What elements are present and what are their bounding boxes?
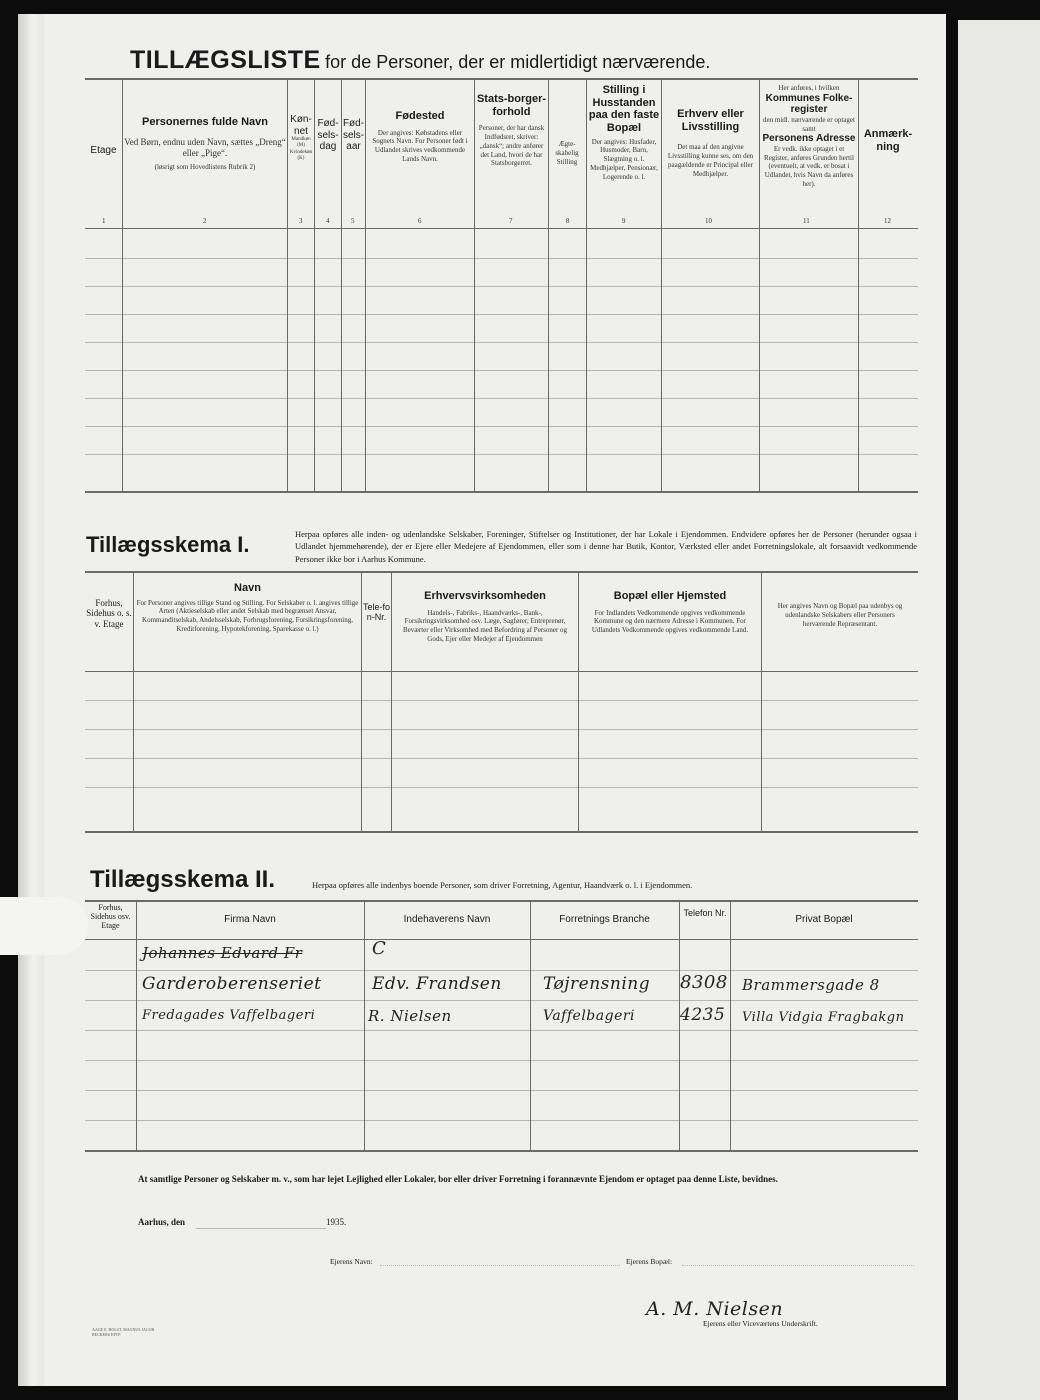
- skema2-col-telefon: Telefon Nr.: [683, 908, 727, 918]
- skema2-col-bopael: Privat Bopæl: [795, 914, 853, 925]
- page-binding: [18, 14, 44, 1386]
- skema1-col-telefon: Tele-fon-Nr.: [362, 602, 390, 623]
- row2-telefon: 8308: [680, 972, 728, 993]
- skema1-col-etage: Forhus, Sidehus o. s. v. Etage: [86, 598, 132, 629]
- owner-name-label: Ejerens Navn:: [330, 1257, 373, 1266]
- list-col-stilling: Stilling i Husstanden paa den faste Bopæl Der angives: Husfader, Husmoder, Barn, Slægtning o. l. Medhjælper, Pensionær, Logerende o. l.: [588, 84, 660, 181]
- signature-label: Ejerens eller Viceværtens Underskrift.: [703, 1319, 818, 1328]
- row2-bopael: Brammersgade 8: [742, 976, 880, 994]
- list-title-bold: TILLÆGSLISTE: [130, 46, 321, 74]
- row2-indehaver: Edv. Frandsen: [372, 974, 502, 994]
- list-col-fodested: Fødested Der angives: Købstadens eller Sognets Navn. For Personer født i Udlandet skrives vedkommende Lands Navn.: [372, 110, 468, 163]
- skema1-col-erhverv: Erhvervsvirksomheden Handels-, Fabriks-, Haandværks-, Bank-, Forsikringsvirksomhed osv. Læge, Sagfører, Entreprenør, Beværter eller Virksomhed med Befordring af Personer og Gods, Ejer eller Medejer af Ejendommen: [402, 590, 568, 643]
- list-col-fodselsdag: Fød-sels-dag: [317, 118, 339, 152]
- col-num-12: 12: [884, 217, 891, 225]
- col-num-3: 3: [299, 217, 303, 225]
- list-col-konnet: Køn-net Mandkøn (M) Kvindekøn (K): [289, 114, 313, 161]
- list-col-etage: Etage: [90, 145, 117, 156]
- list-col-anmaerkning: Anmærk-ning: [863, 128, 913, 153]
- thumb-obstruction: [0, 897, 88, 955]
- adjacent-page-edge: [958, 20, 1040, 1400]
- col-num-2: 2: [203, 217, 207, 225]
- skema1-title: Tillægsskema I.: [86, 532, 250, 557]
- col-num-4: 4: [326, 217, 330, 225]
- owner-address-label: Ejerens Bopæl:: [626, 1257, 673, 1266]
- printer-mark: AAGE E. HOLST, MAGNUS JACOB BECKERS EFTF.: [92, 1327, 155, 1338]
- row3-indehaver: R. Nielsen: [368, 1007, 452, 1025]
- col-num-6: 6: [418, 217, 422, 225]
- list-title: [130, 46, 920, 75]
- skema1-col-navn: Navn For Personer angives tillige Stand og Stilling. For Selskaber o. l. angives tillige Arten (Aktieselskab eller andet Selskab med begrænset Ansvar, Kommanditselskab, Andelsselskab, Forbrugsforening, Forsikringsforening, Kreditforening, Hypotekforening, Sparekasse o. l.): [136, 582, 359, 633]
- row2-branche: Tøjrensning: [543, 974, 651, 994]
- col-num-7: 7: [509, 217, 513, 225]
- owner-signature: A. M. Nielsen: [646, 1298, 784, 1320]
- col-num-1: 1: [102, 217, 106, 225]
- list-col-aegteskab: Ægte-skabelig Stilling: [555, 140, 579, 166]
- skema2-col-indehaver: Indehaverens Navn: [403, 914, 491, 925]
- list-col-folkeregister: Her anføres, i hvilken Kommunes Folke-register den midl. nærværende er optaget samt Personens Adresse Er vedk. ikke optaget i et Register, anføres Grunden hertil (eventuelt, at vedk. er bosat i Udlandet, hvis Navn da anføres her).: [762, 84, 856, 188]
- col-num-11: 11: [803, 217, 810, 225]
- skema1-col-bopael: Bopæl eller Hjemsted For Indlandets Vedkommende opgives vedkommende Kommune og den nærmere Adresse i Kommunen. For Udlandets Vedkommende opgives vedkommende Land.: [591, 590, 749, 635]
- col-num-9: 9: [622, 217, 626, 225]
- skema2-title: Tillægsskema II.: [90, 866, 275, 893]
- skema2-intro: Herpaa opføres alle indenbys boende Personer, som driver Forretning, Agentur, Haandværk o. l. i Ejendommen.: [312, 880, 693, 890]
- place-label: Aarhus, den: [138, 1217, 186, 1227]
- skema1-col-repraesentant: Her angives Navn og Bopæl paa udenbys og udenlandske Selskabers eller Personers herværende Repræsentant.: [777, 602, 903, 628]
- col-num-5: 5: [351, 217, 355, 225]
- row3-firma: Fredagades Vaffelbageri: [142, 1008, 316, 1023]
- list-title-rest: for de Personer, der er midlertidigt nærværende.: [325, 52, 711, 72]
- col-num-8: 8: [566, 217, 570, 225]
- col-num-10: 10: [705, 217, 712, 225]
- skema2-col-etage: Forhus, Sidehus osv. Etage: [90, 903, 131, 931]
- list-col-statsborger: Stats-borger-forhold Personer, der har dansk Indfødsret, skriver: „dansk“; andre anfører det Land, hvori de har Statsborgerret.: [476, 93, 547, 168]
- row1-firma: Johannes Edvard Fr: [142, 944, 303, 962]
- row3-telefon: 4235: [680, 1005, 726, 1025]
- list-col-fodselsaar: Fød-sels-aar: [342, 118, 365, 152]
- year-label: 1935.: [326, 1217, 347, 1227]
- row3-bopael: Villa Vidgia Fragbakgn: [742, 1010, 905, 1025]
- skema2-col-branche: Forretnings Branche: [559, 914, 650, 925]
- skema1-intro: Herpaa opføres alle inden- og udenlandske Selskaber, Foreninger, Stiftelser og Institutioner, der har Lokale i Ejendommen. Endvidere opføres her de Personer (herunder ogsaa i Udlandet hjemmehørende), der er Ejere eller Medejere af Ejendommen, eller som i denne har Butik, Kontor, Værksted eller andet Forretningslokale, alt forsaavidt vedkommende Personer ikke bor i Aarhus Kommune.: [295, 529, 917, 564]
- attestation-text: At samtlige Personer og Selskaber m. v., som har lejet Lejlighed eller Lokaler, bor eller driver Forretning i forannævnte Ejendom er optaget paa denne Liste, bevidnes.: [138, 1174, 778, 1184]
- skema2-col-firma: Firma Navn: [224, 914, 276, 925]
- row1-indehaver: C: [372, 938, 387, 959]
- row2-firma: Garderoberenseriet: [142, 974, 322, 994]
- list-col-erhverv: Erhverv eller Livsstilling Det maa af den angivne Livsstilling kunne ses, om den paagældende er Principal eller Medhjælper.: [667, 108, 754, 178]
- list-col-navn: Personernes fulde Navn Ved Børn, endnu uden Navn, sættes „Dreng“ eller „Pige“. (løsrigt som Hovedlistens Rubrik 2): [124, 116, 286, 172]
- row3-branche: Vaffelbageri: [543, 1008, 636, 1024]
